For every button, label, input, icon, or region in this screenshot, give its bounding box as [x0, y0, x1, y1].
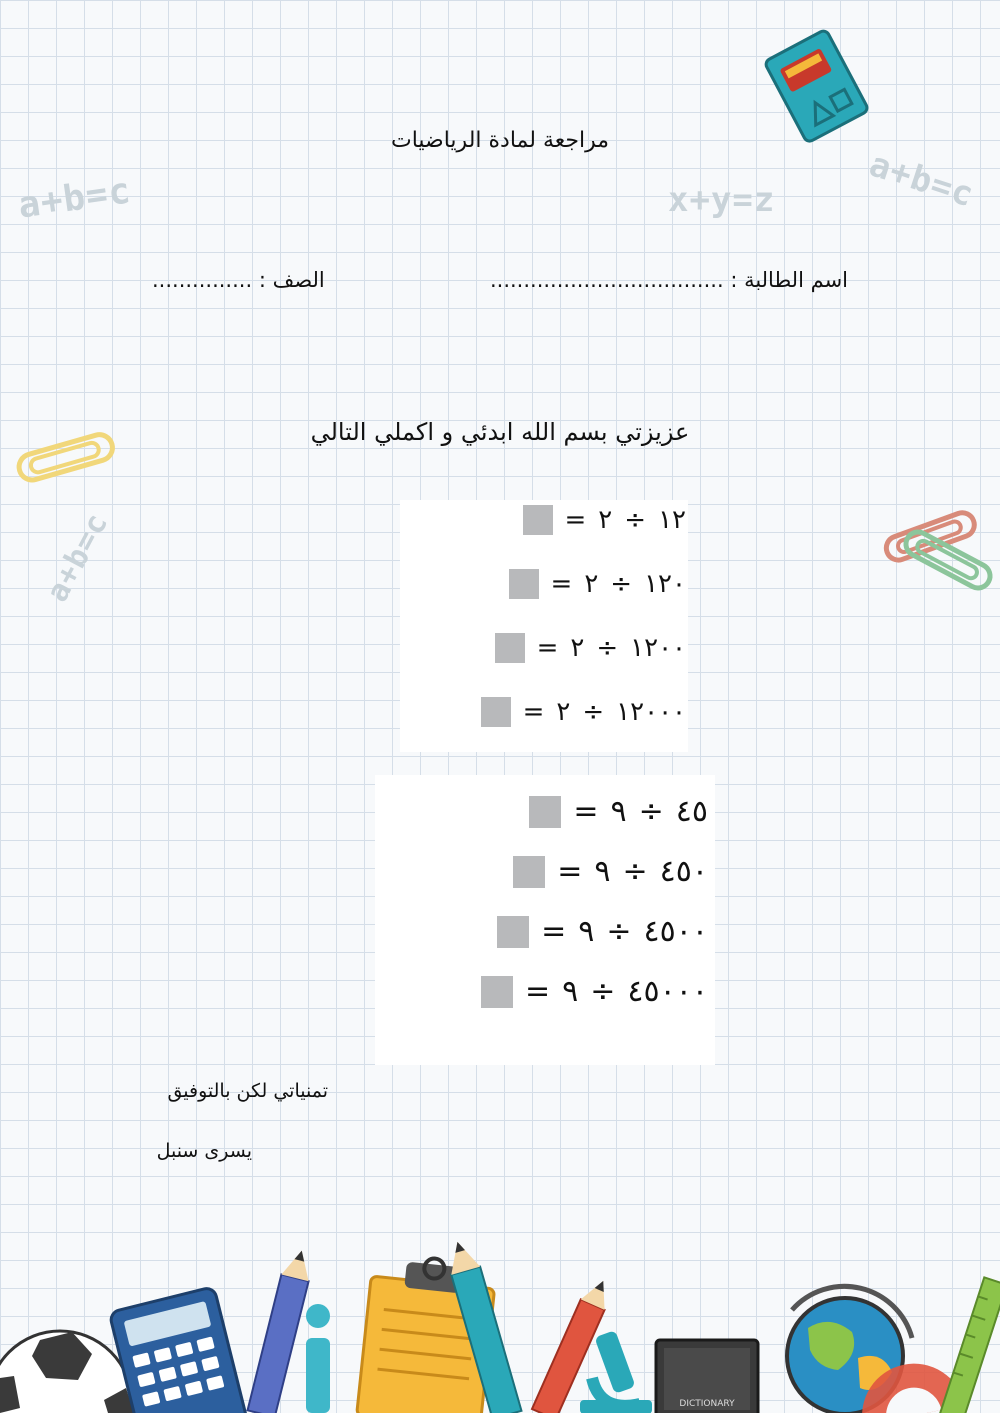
equation-op: ÷ — [582, 697, 605, 727]
answer-box[interactable] — [529, 796, 561, 828]
equation-row — [523, 505, 687, 535]
answer-box[interactable] — [509, 569, 539, 599]
dictionary-icon — [656, 1340, 758, 1413]
equation-divisor: ٩ — [578, 914, 595, 949]
equation-dividend: ٤٥ — [675, 794, 708, 829]
student-name-label: اسم الطالبة : — [730, 268, 848, 292]
equation-divisor: ٢ — [584, 569, 599, 599]
answer-box[interactable] — [495, 633, 525, 663]
formula-decoration-1: a+b=c — [15, 170, 134, 227]
equation-dividend: ٤٥٠٠ — [643, 914, 708, 949]
equation-divisor: ٢ — [570, 633, 585, 663]
equation-op: ÷ — [610, 569, 633, 599]
equation-eq: = — [573, 794, 599, 829]
equation-op: ÷ — [624, 505, 647, 535]
equation-op: ÷ — [590, 974, 616, 1009]
equation-eq: = — [525, 974, 551, 1009]
answer-box[interactable] — [497, 916, 529, 948]
formula-decoration-4: a+b=c — [39, 507, 116, 608]
equation-dividend: ٤٥٠٠٠ — [627, 974, 708, 1009]
paperclip-icon — [12, 426, 122, 490]
class-label: الصف : — [258, 268, 325, 292]
formula-decoration-2: x+y=z — [668, 180, 776, 220]
equation-eq: = — [557, 854, 583, 889]
school-supplies-illustration — [0, 1228, 1000, 1413]
equation-divisor: ٢ — [598, 505, 613, 535]
answer-box[interactable] — [481, 697, 511, 727]
equation-row — [495, 633, 686, 663]
equation-dividend: ١٢٠ — [644, 569, 686, 599]
ruler-icon — [938, 1277, 1000, 1413]
answer-box[interactable] — [523, 505, 553, 535]
student-name-blank: ................................... — [489, 268, 724, 292]
equation-divisor: ٢ — [556, 697, 571, 727]
equation-divisor: ٩ — [610, 794, 627, 829]
equation-eq: = — [550, 569, 573, 599]
equation-eq: = — [536, 633, 559, 663]
equation-row — [481, 697, 686, 727]
class-field[interactable] — [152, 268, 325, 292]
equation-op: ÷ — [638, 794, 664, 829]
equation-eq: = — [541, 914, 567, 949]
author-name: يسرى سنبل — [156, 1140, 252, 1162]
soccer-ball-icon — [0, 1331, 134, 1413]
equation-dividend: ١٢٠٠ — [630, 633, 686, 663]
equation-dividend: ١٢ — [658, 505, 686, 535]
dictionary-spine-text: DICTIONARY — [679, 1399, 735, 1409]
answer-box[interactable] — [513, 856, 545, 888]
calculator-icon — [109, 1286, 248, 1413]
formula-decoration-3: a+b=c — [864, 144, 979, 216]
notebook-icon — [762, 28, 872, 146]
equation-op: ÷ — [606, 914, 632, 949]
worksheet-title: مراجعة لمادة الرياضيات — [391, 128, 609, 153]
equation-eq: = — [564, 505, 587, 535]
closing-wish: تمنياتي لكن بالتوفيق — [167, 1080, 328, 1102]
equation-dividend: ١٢٠٠٠ — [616, 697, 686, 727]
equation-row — [481, 974, 708, 1009]
equation-divisor: ٩ — [594, 854, 611, 889]
equation-row — [497, 914, 708, 949]
equation-row — [509, 569, 686, 599]
equation-row — [513, 854, 708, 889]
student-name-field[interactable] — [490, 268, 848, 292]
equation-op: ÷ — [596, 633, 619, 663]
equation-dividend: ٤٥٠ — [659, 854, 708, 889]
instruction-text: عزيزتي بسم الله ابدئي و اكملي التالي — [310, 418, 690, 446]
class-blank: ............... — [152, 268, 253, 292]
letter-i-icon — [306, 1304, 330, 1413]
equation-op: ÷ — [622, 854, 648, 889]
paperclips-pair-icon — [878, 500, 998, 600]
answer-box[interactable] — [481, 976, 513, 1008]
equation-eq: = — [522, 697, 545, 727]
equation-row — [529, 794, 708, 829]
equation-divisor: ٩ — [562, 974, 579, 1009]
pencil-icon — [248, 1247, 316, 1413]
